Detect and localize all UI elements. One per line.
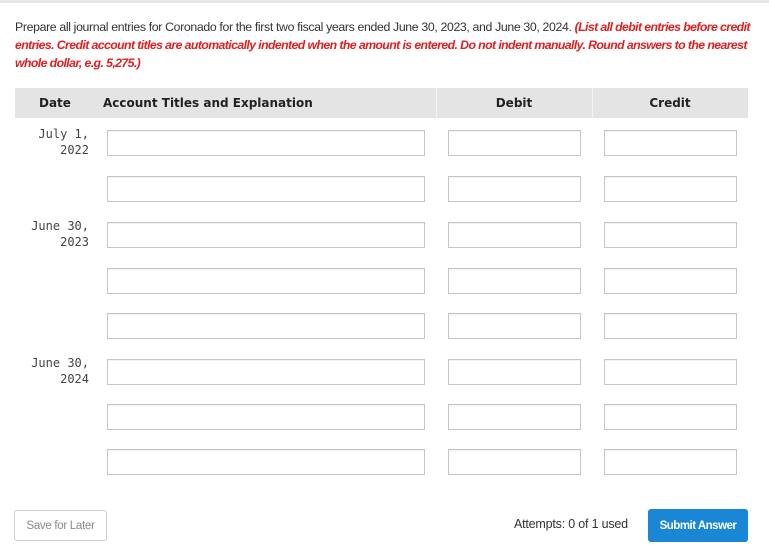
account-title-input[interactable] [107, 268, 425, 294]
header-date: Date [39, 96, 71, 110]
instructions-text: Prepare all journal entries for Coronado for the first two fiscal years ended June 30, 2023, and June 30, 2024. [15, 20, 575, 34]
account-title-input[interactable] [107, 176, 425, 202]
save-for-later-button[interactable]: Save for Later [14, 510, 107, 541]
debit-amount-input[interactable] [448, 404, 581, 430]
submit-answer-button[interactable]: Submit Answer [648, 509, 748, 542]
credit-amount-input[interactable] [604, 176, 737, 202]
top-divider [0, 0, 769, 3]
account-title-input[interactable] [107, 449, 425, 475]
debit-amount-input[interactable] [448, 268, 581, 294]
credit-amount-input[interactable] [604, 130, 737, 156]
header-debit: Debit [495, 96, 533, 110]
instructions-emphasis: (List all debit entries before credit entries. Credit account titles are automatically indented when the amount is entered. Do not indent manually. Round answers to the nearest whole dollar, e.g. 5,275.) [15, 20, 750, 70]
credit-amount-input[interactable] [604, 359, 737, 385]
debit-amount-input[interactable] [448, 176, 581, 202]
header-credit: Credit [649, 96, 691, 110]
instructions [15, 18, 755, 72]
debit-amount-input[interactable] [448, 313, 581, 339]
debit-amount-input[interactable] [448, 222, 581, 248]
header-account: Account Titles and Explanation [103, 96, 313, 110]
debit-amount-input[interactable] [448, 359, 581, 385]
debit-amount-input[interactable] [448, 449, 581, 475]
entry-date: June 30, 2024 [31, 356, 89, 386]
credit-amount-input[interactable] [604, 268, 737, 294]
credit-amount-input[interactable] [604, 404, 737, 430]
account-title-input[interactable] [107, 313, 425, 339]
account-title-input[interactable] [107, 359, 425, 385]
credit-amount-input[interactable] [604, 449, 737, 475]
entry-date: June 30, 2023 [31, 219, 89, 249]
entry-date: July 1, 2022 [38, 127, 89, 157]
table-header [15, 88, 748, 118]
attempts-counter: Attempts: 0 of 1 used [514, 517, 628, 531]
account-title-input[interactable] [107, 222, 425, 248]
credit-amount-input[interactable] [604, 222, 737, 248]
credit-amount-input[interactable] [604, 313, 737, 339]
account-title-input[interactable] [107, 404, 425, 430]
debit-amount-input[interactable] [448, 130, 581, 156]
account-title-input[interactable] [107, 130, 425, 156]
